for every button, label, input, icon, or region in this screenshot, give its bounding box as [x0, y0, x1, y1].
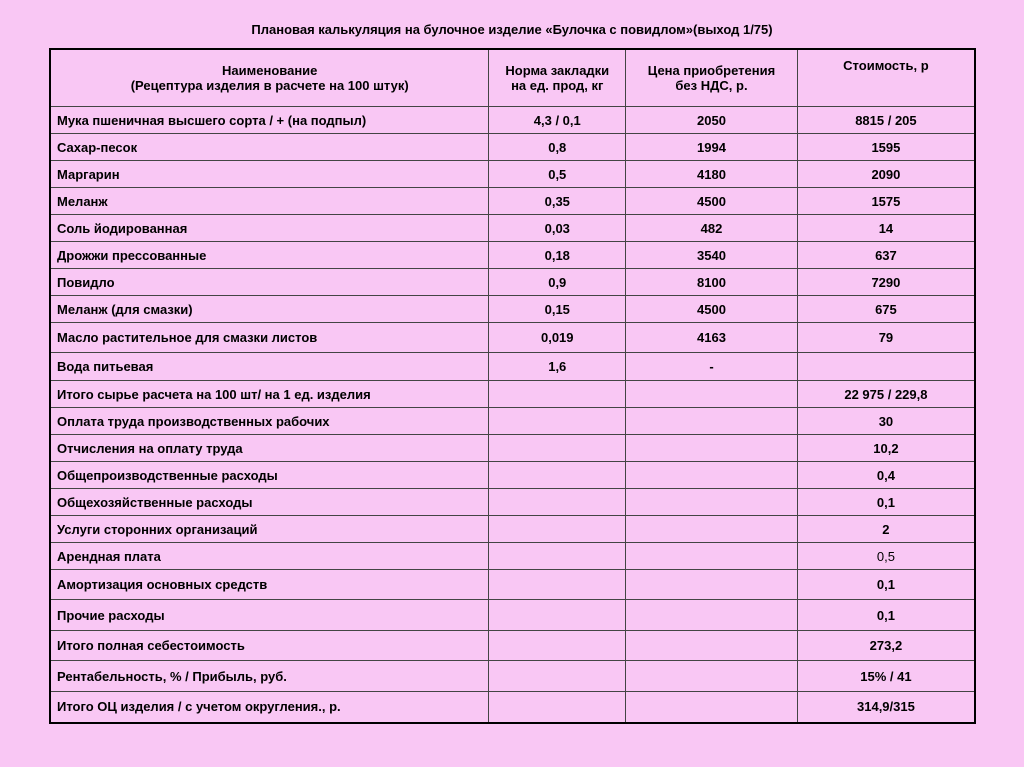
cell-name: Вода питьевая	[50, 353, 489, 381]
cell-norm: 0,9	[489, 269, 626, 296]
cell-name: Меланж (для смазки)	[50, 296, 489, 323]
cell-name: Итого полная себестоимость	[50, 631, 489, 661]
cell-price	[626, 600, 798, 631]
cell-price	[626, 381, 798, 408]
cell-name: Общехозяйственные расходы	[50, 489, 489, 516]
cell-price: 4500	[626, 188, 798, 215]
table-row	[50, 269, 975, 296]
cell-norm	[489, 489, 626, 516]
cell-norm: 4,3 / 0,1	[489, 107, 626, 134]
header-name-line1: Наименование	[222, 63, 318, 78]
cell-cost: 273,2	[797, 631, 975, 661]
cell-name: Соль йодированная	[50, 215, 489, 242]
cell-cost	[797, 353, 975, 381]
cell-price	[626, 661, 798, 692]
cell-cost: 30	[797, 408, 975, 435]
table-row	[50, 296, 975, 323]
cell-name: Оплата труда производственных рабочих	[50, 408, 489, 435]
cell-price: 2050	[626, 107, 798, 134]
cell-price: 3540	[626, 242, 798, 269]
cell-price: 482	[626, 215, 798, 242]
cell-norm	[489, 435, 626, 462]
table-row	[50, 435, 975, 462]
cell-name: Маргарин	[50, 161, 489, 188]
cell-norm: 0,15	[489, 296, 626, 323]
cell-norm	[489, 570, 626, 600]
cell-norm: 0,18	[489, 242, 626, 269]
cell-norm	[489, 408, 626, 435]
cell-name: Сахар-песок	[50, 134, 489, 161]
table-row	[50, 408, 975, 435]
cell-norm	[489, 631, 626, 661]
cell-cost: 0,1	[797, 489, 975, 516]
cell-name: Амортизация основных средств	[50, 570, 489, 600]
header-price-line2: без НДС, р.	[675, 78, 748, 93]
table-row	[50, 188, 975, 215]
cell-norm	[489, 381, 626, 408]
cell-name: Арендная плата	[50, 543, 489, 570]
cell-norm: 0,5	[489, 161, 626, 188]
cell-price	[626, 435, 798, 462]
cell-cost: 14	[797, 215, 975, 242]
cell-price	[626, 489, 798, 516]
table-row	[50, 543, 975, 570]
table-row	[50, 215, 975, 242]
cell-price	[626, 543, 798, 570]
header-norm	[489, 49, 626, 107]
cell-norm	[489, 462, 626, 489]
table-row	[50, 107, 975, 134]
table-row	[50, 381, 975, 408]
cell-cost: 79	[797, 323, 975, 353]
cell-cost: 2	[797, 516, 975, 543]
calculation-table	[49, 48, 976, 724]
cell-cost: 0,5	[797, 543, 975, 570]
cell-name: Рентабельность, % / Прибыль, руб.	[50, 661, 489, 692]
cell-norm	[489, 600, 626, 631]
cell-cost: 22 975 / 229,8	[797, 381, 975, 408]
cell-cost: 0,4	[797, 462, 975, 489]
cell-price: 4163	[626, 323, 798, 353]
cell-cost: 8815 / 205	[797, 107, 975, 134]
table-row	[50, 353, 975, 381]
header-norm-line2: на ед. прод, кг	[511, 78, 604, 93]
cell-price: 8100	[626, 269, 798, 296]
cell-norm	[489, 516, 626, 543]
cell-price: 1994	[626, 134, 798, 161]
header-price	[626, 49, 798, 107]
cell-name: Отчисления на оплату труда	[50, 435, 489, 462]
header-norm-line1: Норма закладки	[505, 63, 610, 78]
header-name	[50, 49, 489, 107]
table-row	[50, 692, 975, 723]
cell-price	[626, 462, 798, 489]
cell-price	[626, 692, 798, 723]
cell-name: Мука пшеничная высшего сорта / + (на подпыл)	[50, 107, 489, 134]
table-row	[50, 489, 975, 516]
cell-name: Масло растительное для смазки листов	[50, 323, 489, 353]
cell-price	[626, 408, 798, 435]
page-title: Плановая калькуляция на булочное изделие «Булочка с повидлом»(выход 1/75)	[251, 22, 773, 37]
table-header-row	[50, 49, 975, 107]
table-row	[50, 134, 975, 161]
cell-cost: 675	[797, 296, 975, 323]
header-price-line1: Цена приобретения	[647, 63, 776, 78]
cell-cost: 0,1	[797, 570, 975, 600]
cell-cost: 15% / 41	[797, 661, 975, 692]
cell-norm	[489, 661, 626, 692]
table-row	[50, 161, 975, 188]
cell-name: Итого ОЦ изделия / с учетом округления., р.	[50, 692, 489, 723]
cell-name: Услуги сторонних организаций	[50, 516, 489, 543]
cell-cost: 0,1	[797, 600, 975, 631]
cell-cost: 2090	[797, 161, 975, 188]
cell-price	[626, 631, 798, 661]
header-name-line2: (Рецептура изделия в расчете на 100 штук)	[130, 78, 409, 93]
table-row	[50, 323, 975, 353]
table-row	[50, 600, 975, 631]
cell-norm: 0,8	[489, 134, 626, 161]
cell-norm: 1,6	[489, 353, 626, 381]
cell-norm: 0,03	[489, 215, 626, 242]
header-cost	[797, 49, 975, 107]
cell-cost: 637	[797, 242, 975, 269]
cell-name: Итого сырье расчета на 100 шт/ на 1 ед. изделия	[50, 381, 489, 408]
cell-price	[626, 570, 798, 600]
cell-name: Дрожжи прессованные	[50, 242, 489, 269]
cell-cost: 7290	[797, 269, 975, 296]
cell-price: -	[626, 353, 798, 381]
cell-price: 4180	[626, 161, 798, 188]
table-row	[50, 631, 975, 661]
table-body	[50, 107, 975, 723]
cell-norm: 0,019	[489, 323, 626, 353]
header-cost-label: Стоимость, р	[843, 58, 929, 73]
table-row	[50, 661, 975, 692]
cell-price	[626, 516, 798, 543]
table-row	[50, 516, 975, 543]
cell-cost: 10,2	[797, 435, 975, 462]
cell-price: 4500	[626, 296, 798, 323]
cell-cost: 1575	[797, 188, 975, 215]
cell-name: Меланж	[50, 188, 489, 215]
cell-norm	[489, 543, 626, 570]
table-row	[50, 570, 975, 600]
cell-cost: 314,9/315	[797, 692, 975, 723]
cell-norm	[489, 692, 626, 723]
cell-name: Общепроизводственные расходы	[50, 462, 489, 489]
cell-cost: 1595	[797, 134, 975, 161]
table-row	[50, 462, 975, 489]
cell-norm: 0,35	[489, 188, 626, 215]
cell-name: Прочие расходы	[50, 600, 489, 631]
table-row	[50, 242, 975, 269]
cell-name: Повидло	[50, 269, 489, 296]
